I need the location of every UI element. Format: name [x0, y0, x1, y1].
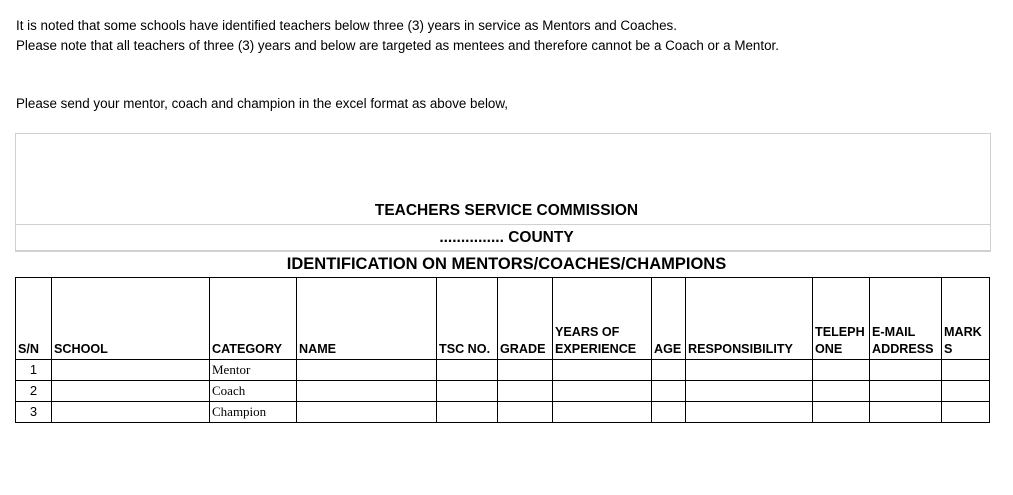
notice-line-1: It is noted that some schools have identified teachers below three (3) years in service as Mentors and Coaches.	[16, 18, 677, 33]
cell-responsibility[interactable]	[686, 402, 813, 423]
header-tsc-no: TSC NO.	[437, 278, 498, 360]
header-grade: GRADE	[498, 278, 553, 360]
cell-school[interactable]	[52, 402, 210, 423]
county-line: ............... COUNTY	[439, 229, 574, 246]
sheet-row-divider	[16, 224, 990, 225]
form-title: TEACHERS SERVICE COMMISSION	[374, 202, 639, 219]
header-telephone: TELEPH ONE	[813, 278, 870, 360]
cell-grade[interactable]	[498, 381, 553, 402]
table-header-row	[16, 278, 990, 360]
cell-telephone[interactable]	[813, 360, 870, 381]
identification-table	[15, 277, 990, 423]
cell-email[interactable]	[870, 381, 942, 402]
header-category: CATEGORY	[210, 278, 297, 360]
sheet-row-divider	[16, 250, 990, 251]
header-email: E-MAIL ADDRESS	[870, 278, 942, 360]
cell-name[interactable]	[297, 360, 437, 381]
cell-email[interactable]	[870, 402, 942, 423]
header-responsibility: RESPONSIBILITY	[686, 278, 813, 360]
cell-name[interactable]	[297, 381, 437, 402]
notice-line-2: Please note that all teachers of three (3) years and below are targeted as mentees and therefore cannot be a Coach or a Mentor.	[16, 38, 779, 53]
cell-years-experience[interactable]	[553, 360, 652, 381]
header-age: AGE	[652, 278, 686, 360]
cell-tsc-no[interactable]	[437, 381, 498, 402]
header-years-experience: YEARS OF EXPERIENCE	[553, 278, 652, 360]
cell-tsc-no[interactable]	[437, 402, 498, 423]
form-subtitle: IDENTIFICATION ON MENTORS/COACHES/CHAMPIONS	[286, 255, 727, 273]
header-name: NAME	[297, 278, 437, 360]
cell-telephone[interactable]	[813, 381, 870, 402]
cell-years-experience[interactable]	[553, 381, 652, 402]
cell-responsibility[interactable]	[686, 381, 813, 402]
cell-sn: 2	[16, 381, 52, 402]
cell-name[interactable]	[297, 402, 437, 423]
header-school: SCHOOL	[52, 278, 210, 360]
table-row	[16, 381, 990, 402]
cell-email[interactable]	[870, 360, 942, 381]
cell-telephone[interactable]	[813, 402, 870, 423]
cell-category: Mentor	[210, 360, 297, 381]
table-row	[16, 360, 990, 381]
instruction-line: Please send your mentor, coach and champion in the excel format as above below,	[16, 96, 509, 111]
cell-age[interactable]	[652, 402, 686, 423]
cell-school[interactable]	[52, 381, 210, 402]
cell-marks[interactable]	[942, 360, 990, 381]
cell-responsibility[interactable]	[686, 360, 813, 381]
cell-tsc-no[interactable]	[437, 360, 498, 381]
cell-grade[interactable]	[498, 360, 553, 381]
cell-age[interactable]	[652, 360, 686, 381]
header-marks: MARK S	[942, 278, 990, 360]
cell-years-experience[interactable]	[553, 402, 652, 423]
cell-category: Coach	[210, 381, 297, 402]
cell-marks[interactable]	[942, 381, 990, 402]
cell-category: Champion	[210, 402, 297, 423]
cell-marks[interactable]	[942, 402, 990, 423]
cell-age[interactable]	[652, 381, 686, 402]
table-row	[16, 402, 990, 423]
cell-sn: 1	[16, 360, 52, 381]
cell-sn: 3	[16, 402, 52, 423]
cell-grade[interactable]	[498, 402, 553, 423]
cell-school[interactable]	[52, 360, 210, 381]
header-sn: S/N	[16, 278, 52, 360]
